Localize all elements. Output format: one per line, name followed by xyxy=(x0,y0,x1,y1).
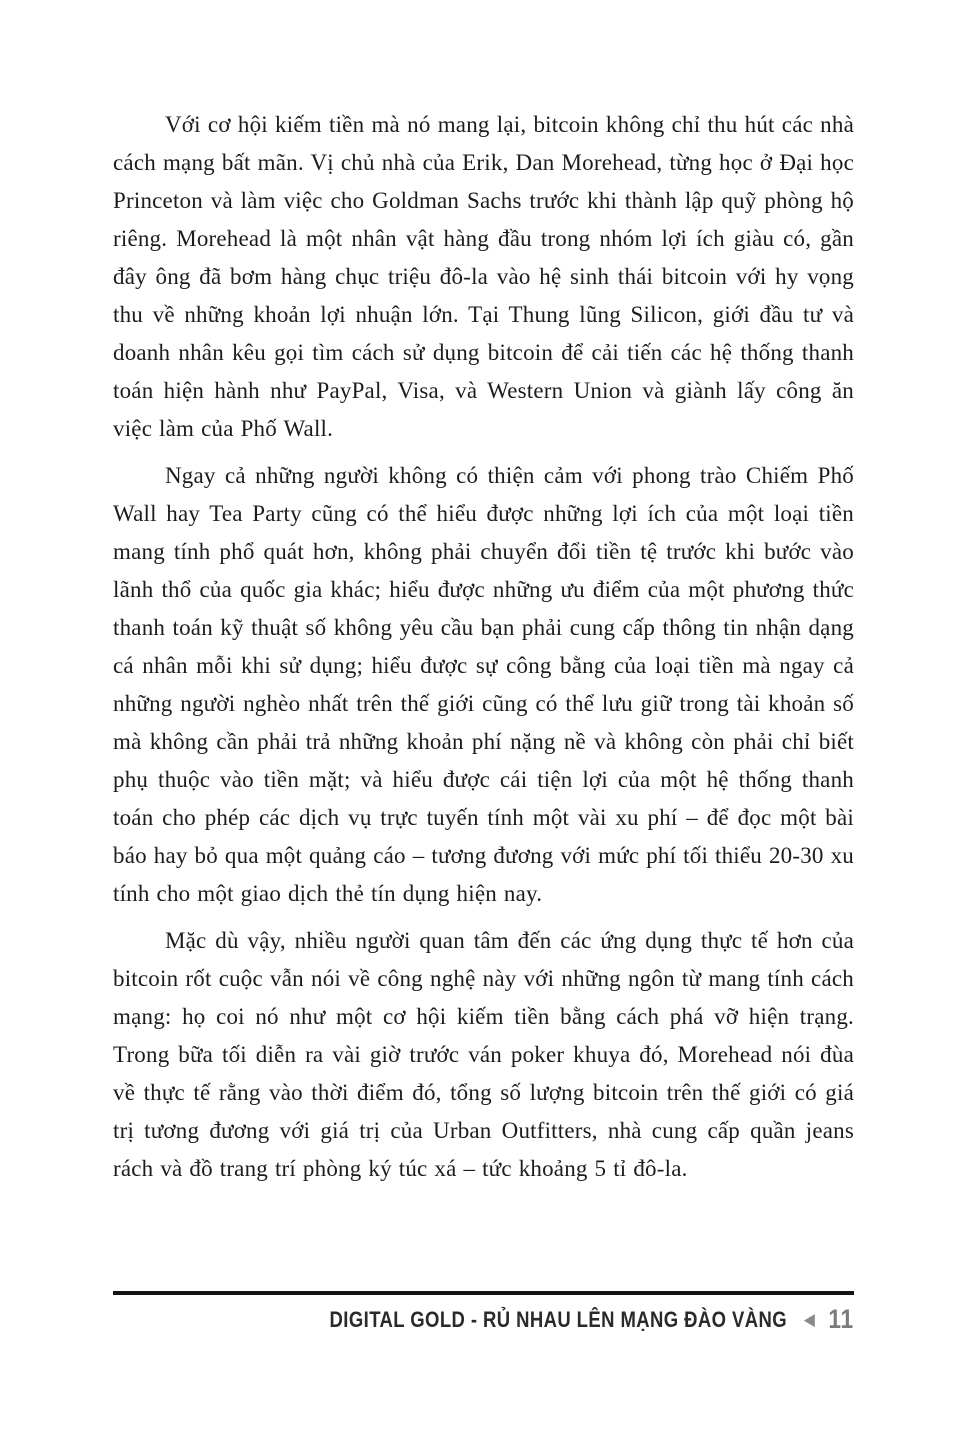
page-body-text xyxy=(113,106,854,1197)
paragraph: Với cơ hội kiếm tiền mà nó mang lại, bitcoin không chỉ thu hút các nhà cách mạng bất mãn. Vị chủ nhà của Erik, Dan Morehead, từng học ở Đại học Princeton và làm việc cho Goldman Sachs trước khi thành lập quỹ phòng hộ riêng. Morehead là một nhân vật hàng đầu trong nhóm lợi ích giàu có, gần đây ông đã bơm hàng chục triệu đô-la vào hệ sinh thái bitcoin với hy vọng thu về những khoản lợi nhuận lớn. Tại Thung lũng Silicon, giới đầu tư và doanh nhân kêu gọi tìm cách sử dụng bitcoin để cải tiến các hệ thống thanh toán hiện hành như PayPal, Visa, và Western Union và giành lấy công ăn việc làm của Phố Wall. xyxy=(113,112,854,441)
running-footer-title: DIGITAL GOLD - RỦ NHAU LÊN MẠNG ĐÀO VÀNG xyxy=(329,1306,788,1332)
page-footer xyxy=(113,1291,854,1335)
left-triangle-icon: ◀ xyxy=(803,1310,815,1329)
paragraph: Ngay cả những người không có thiện cảm với phong trào Chiếm Phố Wall hay Tea Party cũng có thể hiểu được những lợi ích của một loại tiền mang tính phổ quát hơn, không phải chuyển đổi tiền tệ trước khi bước vào lãnh thổ của quốc gia khác; hiểu được những ưu điểm của một phương thức thanh toán kỹ thuật số không yêu cầu bạn phải cung cấp thông tin nhận dạng cá nhân mỗi khi sử dụng; hiểu được sự công bằng của loại tiền mà ngay cả những người nghèo nhất trên thế giới cũng có thể lưu giữ trong tài khoản số mà không cần phải trả những khoản phí nặng nề và không còn phải chỉ biết phụ thuộc vào tiền mặt; và hiểu được cái tiện lợi của một hệ thống thanh toán cho phép các dịch vụ trực tuyến tính một vài xu phí – để đọc một bài báo hay bỏ qua một quảng cáo – tương đương với mức phí tối thiểu 20-30 xu tính cho một giao dịch thẻ tín dụng hiện nay. xyxy=(113,463,854,906)
page-number: 11 xyxy=(828,1304,854,1334)
paragraph: Mặc dù vậy, nhiều người quan tâm đến các ứng dụng thực tế hơn của bitcoin rốt cuộc vẫn nói về công nghệ này với những ngôn từ mang tính cách mạng: họ coi nó như một cơ hội kiếm tiền bằng cách phá vỡ hiện trạng. Trong bữa tối diễn ra vài giờ trước ván poker khuya đó, Morehead nói đùa về thực tế rằng vào thời điểm đó, tổng số lượng bitcoin trên thế giới có giá trị tương đương với giá trị của Urban Outfitters, nhà cung cấp quần jeans rách và đồ trang trí phòng ký túc xá – tức khoảng 5 tỉ đô-la. xyxy=(113,928,854,1181)
footer-divider xyxy=(113,1291,854,1295)
running-footer xyxy=(232,1304,854,1335)
